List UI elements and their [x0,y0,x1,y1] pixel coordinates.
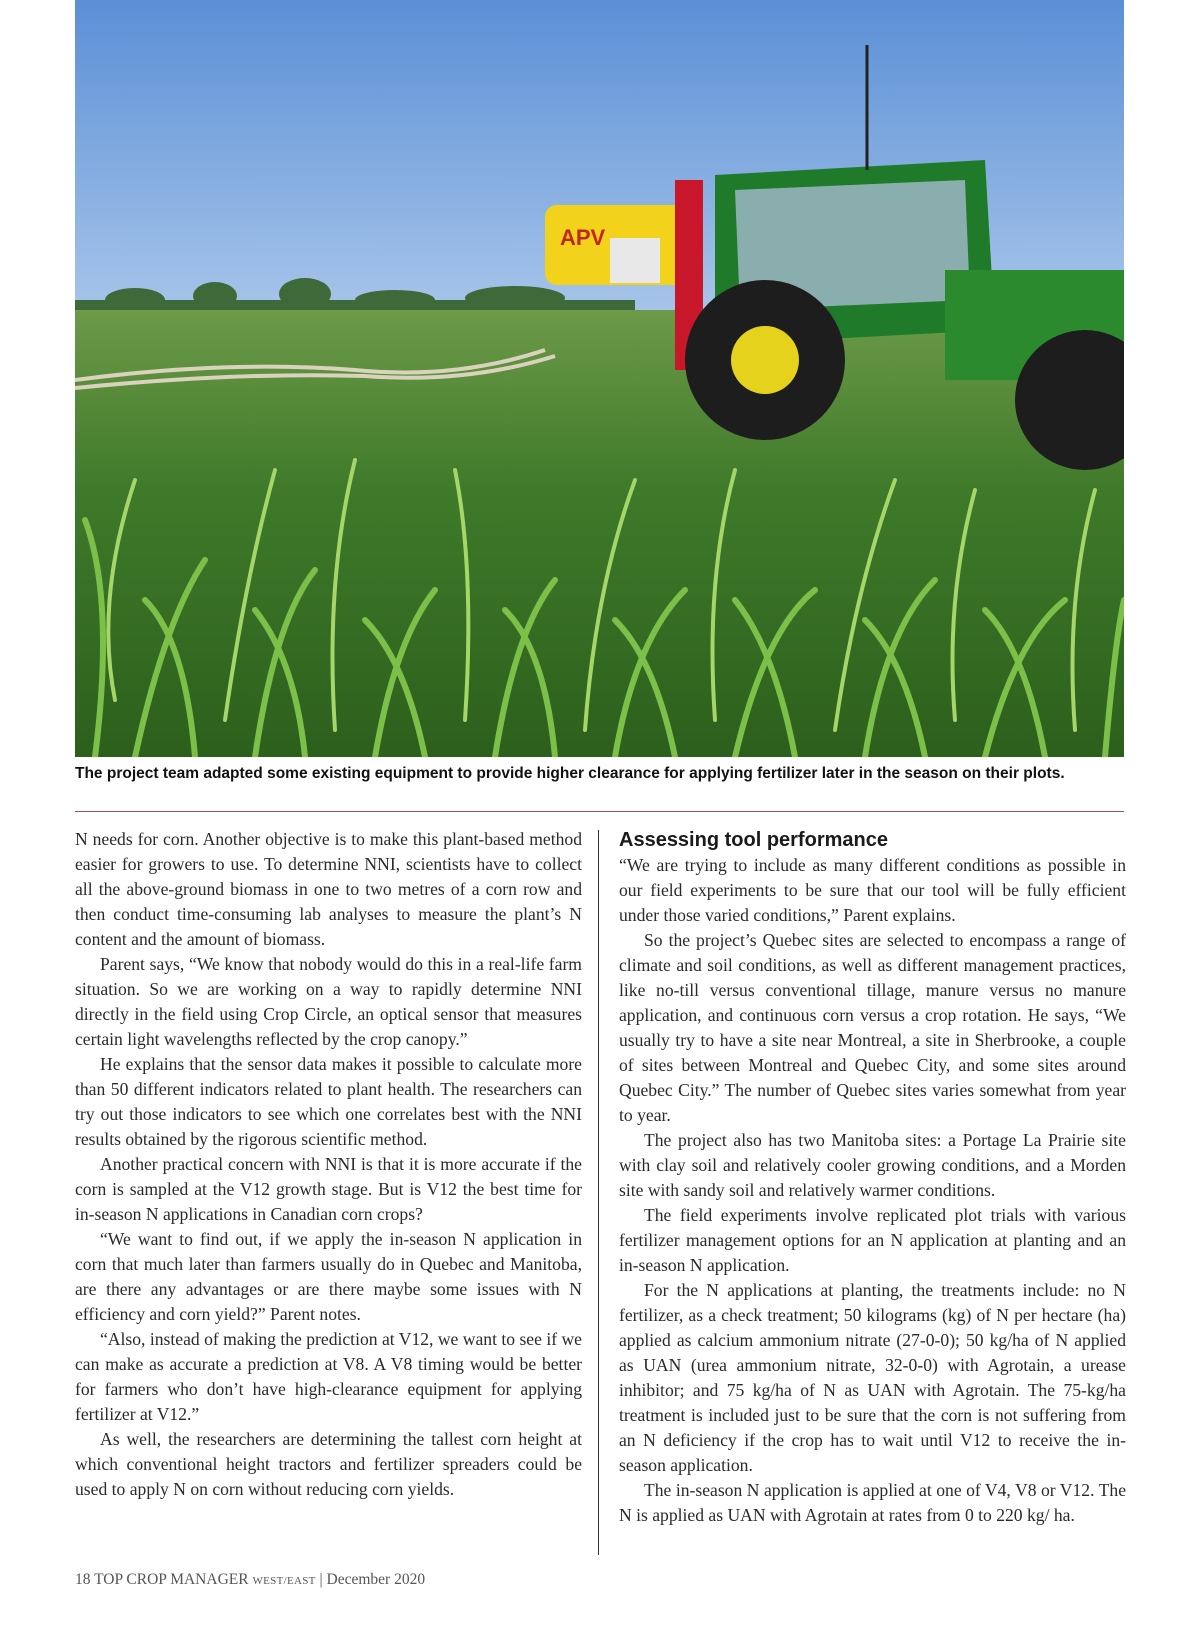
section-heading: Assessing tool performance [619,829,888,851]
paragraph: For the N applications at planting, the treatments include: no N fertilizer, as a check treatment; 50 kilograms (kg) of N per hectare (ha) applied as calcium ammonium nitrate (27-0-0); 50 kg/ha of N applied as UAN (urea ammonium nitrate, 32-0-0) with Agrotain, a urease inhibitor; and 75 kg/ha of N as UAN with Agrotain. The 75-kg/ha treatment is included just to be sure that the corn is not suffering from an N deficiency if the crop has to wait until V12 to receive the in-season application. [619,1280,1126,1475]
tractor-corn-field-illustration [75,0,1124,757]
page-footer [75,1571,425,1589]
left-column [75,827,582,1502]
paragraph: The field experiments involve replicated plot trials with various fertilizer management options for an N application at planting and an in-season N application. [619,1205,1126,1275]
paragraph: N needs for corn. Another objective is to make this plant-based method easier for growers to use. To determine NNI, scientists have to collect all the above-ground biomass in one to two metres of a corn row and then conduct time-consuming lab analyses to measure the plant’s N content and the amount of biomass. [75,829,582,949]
paragraph: “We want to find out, if we apply the in-season N application in corn that much later than farmers usually do in Quebec and Manitoba, are there any advantages or are there maybe some issues with N efficiency and corn yield?” Parent notes. [75,1229,582,1324]
paragraph: He explains that the sensor data makes it possible to calculate more than 50 different indicators related to plant health. The researchers can try out those indicators to see which one correlates best with the NNI results obtained by the rigorous scientific method. [75,1054,582,1149]
paragraph: So the project’s Quebec sites are selected to encompass a range of climate and soil conditions, as well as different management practices, like no-till versus conventional tillage, manure versus no manure application, and continuous corn versus a crop rotation. He says, “We usually try to have a site near Montreal, a site in Sherbrooke, a couple of sites between Montreal and Quebec City, and some sites around Quebec City.” The number of Quebec sites varies somewhat from year to year. [619,930,1126,1125]
right-column [619,827,1126,1528]
page-number: 18 [75,1571,91,1588]
paragraph: Another practical concern with NNI is that it is more accurate if the corn is sampled at the V12 growth stage. But is V12 the best time for in-season N applications in Canadian corn crops? [75,1154,582,1224]
paragraph: The project also has two Manitoba sites: a Portage La Prairie site with clay soil and relatively cooler growing conditions, and a Morden site with sandy soil and relatively warmer conditions. [619,1130,1126,1200]
paragraph: “We are trying to include as many different conditions as possible in our field experiments to be sure that our tool will be fully efficient under those varied conditions,” Parent explains. [619,855,1126,925]
photo-caption: The project team adapted some existing equipment to provide higher clearance for applying fertilizer later in the season on their plots. [75,765,1065,782]
footer-separator: | [319,1571,323,1588]
article-photo [75,0,1124,757]
column-divider [598,830,599,1555]
paragraph: Parent says, “We know that nobody would do this in a real-life farm situation. So we are working on a way to rapidly determine NNI directly in the field using Crop Circle, an optical sensor that measures certain light wavelengths reflected by the crop canopy.” [75,954,582,1049]
issue-date: December 2020 [326,1571,426,1588]
caption-rule [75,811,1124,812]
paragraph: The in-season N application is applied at one of V4, V8 or V12. The N is applied as UAN with Agrotain at rates from 0 to 220 kg/ ha. [619,1480,1126,1525]
white-container [610,238,660,283]
paragraph: “Also, instead of making the prediction at V12, we want to see if we can make as accurate a prediction at V8. A V8 timing would be better for farmers who don’t have high-clearance equipment for applying fertilizer at V12.” [75,1329,582,1424]
paragraph: As well, the researchers are determining the tallest corn height at which conventional height tractors and fertilizer spreaders could be used to apply N on corn without reducing corn yields. [75,1429,582,1499]
magazine-name: TOP CROP MANAGER [94,1571,249,1588]
sprayer-brand-label: APV [560,225,606,250]
edition-label: WEST/EAST [252,1575,316,1587]
